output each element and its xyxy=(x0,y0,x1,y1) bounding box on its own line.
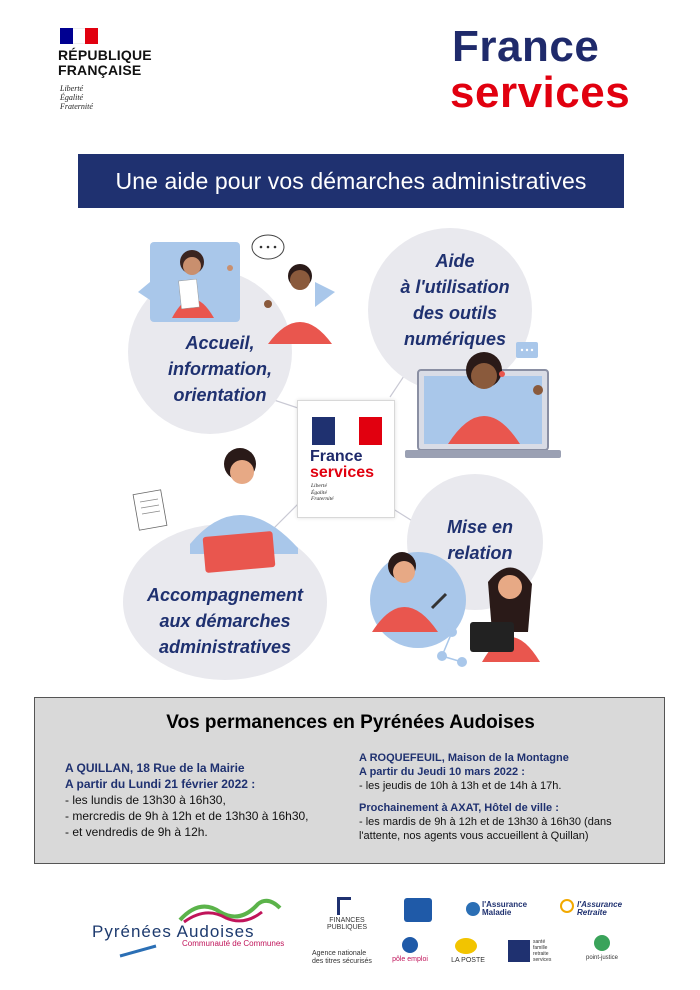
la-poste-icon xyxy=(455,938,477,954)
assurance-maladie-label: l'Assurance Maladie xyxy=(482,900,528,917)
axat-line-2: l'attente, nos agents vous accueillent à Quillan) xyxy=(359,830,589,842)
finances-publiques-icon xyxy=(337,897,351,915)
caf-icon xyxy=(404,898,432,922)
quillan-column xyxy=(65,760,355,840)
center-flag-icon xyxy=(312,417,382,445)
roquefeuil-line: - les jeudis de 10h à 13h et de 14h à 17h. xyxy=(359,780,562,792)
pyrenees-audoises-swoosh-icon xyxy=(118,944,158,958)
roquefeuil-place-rest: , Maison de la Montagne xyxy=(441,752,569,764)
point-justice-icon xyxy=(594,935,610,951)
service-mise-en-relation-label: Mise en relation xyxy=(446,517,514,563)
service-accueil-label: Accueil, information, orientation xyxy=(168,333,272,405)
quillan-place: A QUILLAN, 18 Rue de la Mairie xyxy=(65,761,245,775)
republique-devise: Liberté Égalité Fraternité xyxy=(60,84,93,111)
pyrenees-audoises-name: Pyrénées Audoises xyxy=(92,922,255,941)
axat-title: Prochainement à AXAT, Hôtel de ville : xyxy=(359,802,559,814)
roquefeuil-place-bold: A ROQUEFEUIL xyxy=(359,752,442,764)
pole-emploi-label: pôle emploi xyxy=(392,956,428,963)
quillan-start: A partir du Lundi 21 février 2022 : xyxy=(65,777,256,791)
msa-label: santé famille retraite services xyxy=(533,939,552,963)
ants-label: Agence nationale des titres sécurisés xyxy=(312,950,372,965)
france-services-center-logo xyxy=(297,400,395,518)
assurance-retraite-icon xyxy=(560,899,574,913)
la-poste-label: LA POSTE xyxy=(451,957,485,964)
axat-line-1: - les mardis de 9h à 12h et de 13h30 à 16h30 (dans xyxy=(359,816,612,828)
pyrenees-audoises-subtitle: Communauté de Communes xyxy=(182,939,285,948)
center-devise: Liberté Égalité Fraternité xyxy=(311,483,334,502)
point-justice-label: point-justice xyxy=(585,955,618,961)
pyrenees-audoises-logo-icon xyxy=(150,894,290,924)
pole-emploi-icon xyxy=(402,937,418,953)
quillan-line: - les lundis de 13h30 à 16h30, xyxy=(65,793,226,807)
brand-france: France xyxy=(452,22,600,71)
permanences-title: Vos permanences en Pyrénées Audoises xyxy=(166,712,535,733)
msa-icon xyxy=(508,940,530,962)
republique-francaise-title: RÉPUBLIQUE FRANÇAISE xyxy=(58,47,152,78)
center-france-text: France xyxy=(310,448,363,465)
finances-publiques-label: FINANCES PUBLIQUES xyxy=(326,917,368,931)
assurance-retraite-label: l'Assurance Retraite xyxy=(577,900,623,917)
permanences-box xyxy=(34,697,665,864)
republique-flag-icon xyxy=(60,28,98,44)
service-accompagnement-label: Accompagnement aux démarches administratives xyxy=(146,585,304,657)
service-aide-label: Aide à l'utilisation des outils numériques xyxy=(400,251,510,349)
center-services-text: services xyxy=(310,464,375,481)
quillan-line: - et vendredis de 9h à 12h. xyxy=(65,825,208,839)
quillan-line: - mercredis de 9h à 12h et de 13h30 à 16h30, xyxy=(65,809,309,823)
roquefeuil-column xyxy=(359,751,659,843)
roquefeuil-start: A partir du Jeudi 10 mars 2022 : xyxy=(359,766,525,778)
banner-title: Une aide pour vos démarches administratives xyxy=(78,154,624,208)
assurance-maladie-icon xyxy=(466,902,480,916)
brand-services: services xyxy=(450,68,631,117)
